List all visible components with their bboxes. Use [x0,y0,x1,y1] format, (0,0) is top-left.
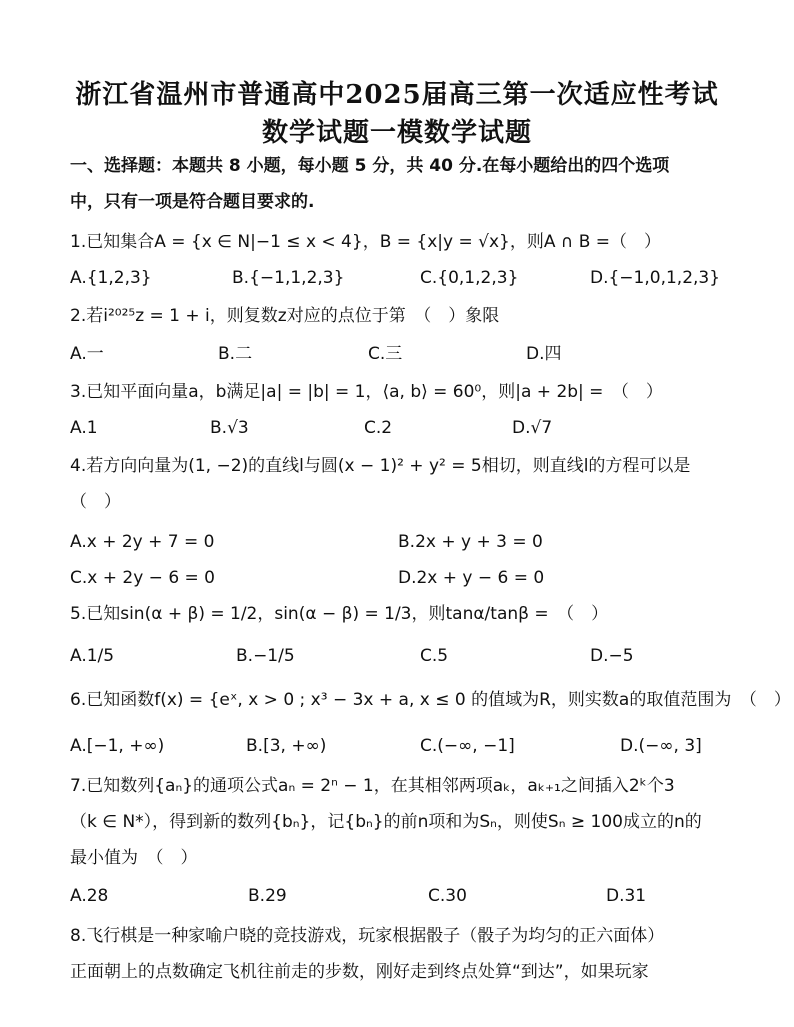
question-7-stem: 7.已知数列{aₙ}的通项公式aₙ = 2ⁿ − 1，在其相邻两项aₖ，aₖ₊₁之间插入2ᵏ个3 [70,776,675,796]
question-5-stem: 5.已知sin(α + β) = 1/2，sin(α − β) = 1/3，则tanα/tanβ = （ ） [70,604,609,624]
q1-option-d: D.{−1,0,1,2,3} [590,268,721,288]
q5-option-d: D.−5 [590,646,634,666]
q5-option-c: C.5 [420,646,449,666]
question-7-stem-cont: （k ∈ N*），得到新的数列{bₙ}，记{bₙ}的前n项和为Sₙ，则使Sₙ ≥ 100成立的n的 [70,812,702,832]
q2-option-b: B.二 [218,344,253,364]
question-1-stem: 1.已知集合A = {x ∈ N|−1 ≤ x < 4}，B = {x|y = √x}，则A ∩ B =（ ） [70,232,662,252]
question-7-stem-cont-2: 最小值为 （ ） [70,848,198,868]
q6-option-d: D.(−∞, 3] [620,736,702,756]
q4-option-b: B.2x + y + 3 = 0 [398,532,543,552]
q4-option-d: D.2x + y − 6 = 0 [398,568,545,588]
section-heading: 一、选择题：本题共 8 小题，每小题 5 分，共 40 分.在每小题给出的四个选项 [70,156,670,176]
q2-option-a: A.一 [70,344,104,364]
question-8-stem-cont: 正面朝上的点数确定飞机往前走的步数，刚好走到终点处算“到达”，如果玩家 [70,962,649,982]
section-heading-cont: 中，只有一项是符合题目要求的. [70,192,315,212]
q7-option-a: A.28 [70,886,109,906]
q7-option-c: C.30 [428,886,467,906]
q1-option-b: B.{−1,1,2,3} [232,268,345,288]
q6-option-b: B.[3, +∞) [246,736,327,756]
q2-option-c: C.三 [368,344,403,364]
question-4-stem-cont: （ ） [70,492,121,512]
q7-option-b: B.29 [248,886,287,906]
title-line-1: 浙江省温州市普通高中2025届高三第一次适应性考试 [75,80,719,110]
q3-option-a: A.1 [70,418,98,438]
q5-option-a: A.1/5 [70,646,115,666]
question-6-stem: 6.已知函数f(x) = {eˣ, x > 0 ; x³ − 3x + a, x ≤ 0 的值域为R，则实数a的取值范围为 （ ） [70,690,791,710]
question-8-stem: 8.飞行棋是一种家喻户晓的竞技游戏，玩家根据骰子（骰子为均匀的正六面体） [70,926,665,946]
q1-option-c: C.{0,1,2,3} [420,268,519,288]
question-2-stem: 2.若i²⁰²⁵z = 1 + i，则复数z对应的点位于第 （ ）象限 [70,306,500,326]
q4-option-a: A.x + 2y + 7 = 0 [70,532,215,552]
q3-option-c: C.2 [364,418,393,438]
title-line-2: 数学试题一模数学试题 [261,118,532,148]
q6-option-c: C.(−∞, −1] [420,736,515,756]
question-3-stem: 3.已知平面向量a，b满足|a| = |b| = 1，⟨a, b⟩ = 60⁰，则|a + 2b| = （ ） [70,382,663,402]
q3-option-d: D.√7 [512,418,553,438]
q1-option-a: A.{1,2,3} [70,268,152,288]
q6-option-a: A.[−1, +∞) [70,736,165,756]
q3-option-b: B.√3 [210,418,249,438]
q5-option-b: B.−1/5 [236,646,295,666]
question-4-stem: 4.若方向向量为(1, −2)的直线l与圆(x − 1)² + y² = 5相切，则直线l的方程可以是 [70,456,691,476]
q7-option-d: D.31 [606,886,647,906]
q4-option-c: C.x + 2y − 6 = 0 [70,568,215,588]
q2-option-d: D.四 [526,344,562,364]
